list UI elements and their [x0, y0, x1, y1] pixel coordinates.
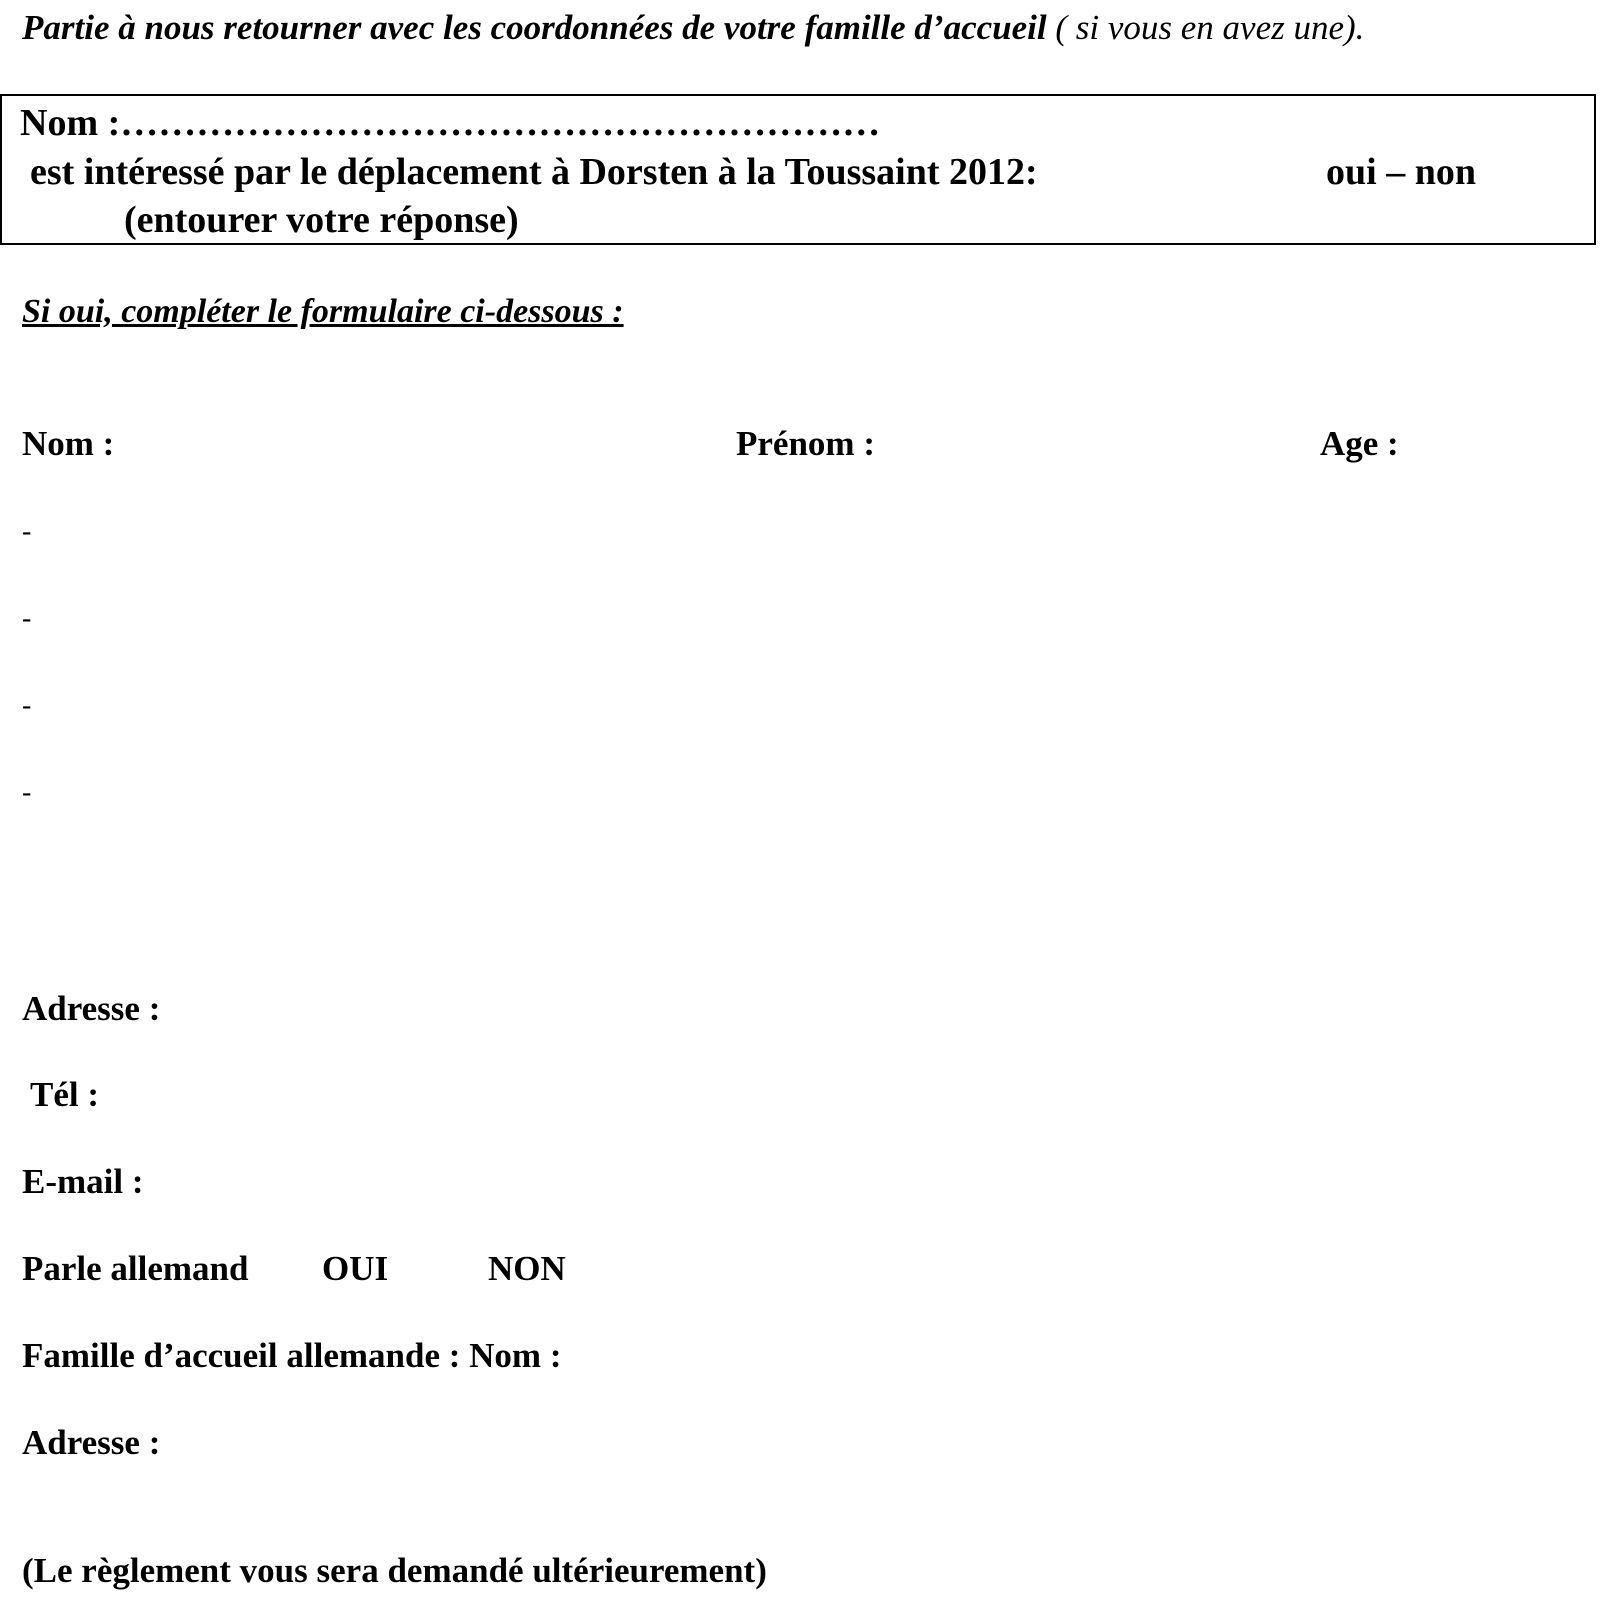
footer-note: (Le règlement vous sera demandé ultérieurement) [22, 1551, 767, 1590]
participant-row-3[interactable]: - [22, 690, 32, 721]
field-adresse-famille[interactable]: Adresse : [22, 1423, 161, 1462]
header-age: Age : [1320, 424, 1399, 463]
participant-row-4[interactable]: - [22, 777, 32, 808]
intro-light-text: ( si vous en avez une). [1046, 8, 1365, 47]
form-intro-heading: Si oui, compléter le formulaire ci-dessous : [22, 293, 624, 330]
intro-sentence [22, 6, 1364, 50]
field-tel[interactable]: Tél : [30, 1075, 100, 1114]
box-nom-line[interactable]: Nom :…………………………………………………… [20, 102, 881, 144]
intro-strong-text: Partie à nous retourner avec les coordonnées de votre famille d’accueil [22, 8, 1047, 47]
field-parle-allemand: Parle allemand [22, 1249, 249, 1288]
header-prenom: Prénom : [736, 424, 875, 463]
box-note: (entourer votre réponse) [124, 199, 519, 241]
field-adresse[interactable]: Adresse : [22, 989, 161, 1028]
participant-row-1[interactable]: - [22, 516, 32, 547]
header-nom: Nom : [22, 424, 115, 463]
field-email[interactable]: E-mail : [22, 1162, 144, 1201]
participant-row-2[interactable]: - [22, 603, 32, 634]
option-oui[interactable]: OUI [322, 1249, 389, 1288]
box-interest-line: est intéressé par le déplacement à Dorsten à la Toussaint 2012: [30, 151, 1038, 193]
option-non[interactable]: NON [488, 1249, 566, 1288]
oui-non-choice[interactable]: oui – non [1326, 151, 1476, 193]
field-famille-accueil-nom[interactable]: Famille d’accueil allemande : Nom : [22, 1336, 562, 1375]
